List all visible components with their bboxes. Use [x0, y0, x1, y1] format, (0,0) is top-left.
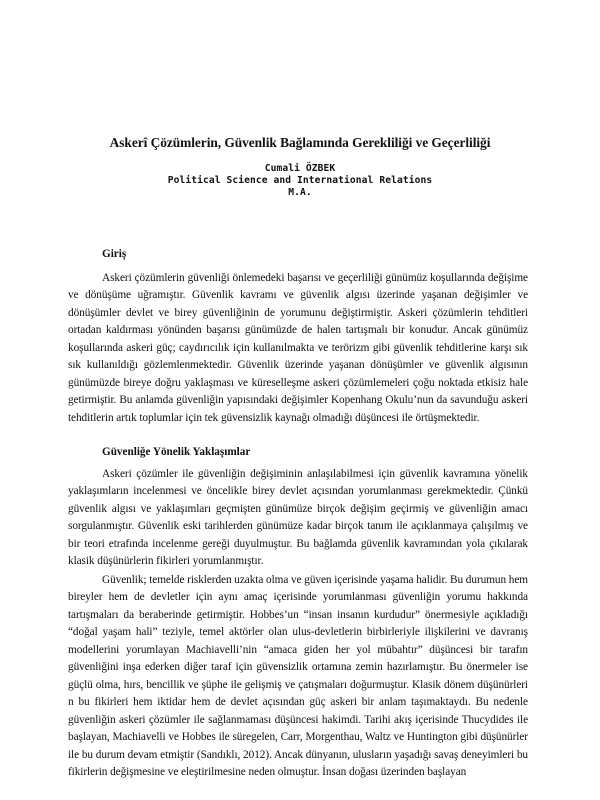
paragraph-intro: Askeri çözümlerin güvenliği önlemedeki başarısı ve geçerliliği günümüz koşullarında değişime ve dönüşüme uğramıştır. Güvenlik kavramı ve güvenlik algısı üzerinde yaşanan değişimler ve dönüşümler devlet ve birey güvenliğinin de yorumunu değiştirmiştir. Askeri çözümlerin tehditleri ortadan kaldırması yönünden başarısı günümüzde de halen tartışmalı bir konudur. Ancak günümüz koşullarında askeri güç; caydırıcılık için kullanılmakta ve terörizm gibi güvenlik tehditlerine karşı sık sık kullanıldığı gözlemlenmektedir. Güvenlik üzerinde yaşanan dönüşümler ve güvenlik algısının günümüzde bireye doğru yaklaşması ve küreselleşme askeri çözümlemeleri çoğu noktada etkisiz hale getirmiştir. Bu anlamda güvenliğin yapısındaki değişimler Kopenhang Okulu’nun da savunduğu askeri tehditlerin artık toplumlar için tek güvensizlik kaynağı olmadığı düşüncesi ile örtüşmektedir.	[68, 272, 528, 424]
paragraph-approaches-2: Güvenlik; temelde risklerden uzakta olma ve güven içerisinde yaşama halidir. Bu durumun hem bireyler hem de devletler için aynı amaç içerisinde yorumlanması güvenliğin yorumu hakkında tartışmaları da beraberinde getirmiştir. Hobbes’un “insan insanın kurdudur” önermesiyle açıkladığı “doğal yaşam hali” teziyle, temel aktörler olan ulus-devletlerin birbirleriyle ilişkilerini ve davranış modellerini yorumlayan Machiavelli’nin “amaca giden her yol mübahtır” düşüncesi bir tarafın güvenliğini inşa ederken diğer taraf için güvensizlik ortamına zemin hazırlamıştır. Bu önermeler ise güçlü olma, hırs, bencillik ve şüphe ile gelişmiş ve çatışmaları doğurmuştur. Klasik dönem düşünürleri n bu fikirleri hem iktidar hem de devlet açısından güç askeri bir anlam taşımaktaydı. Bu nedenle güvenliğin askeri çözümler ile sağlanmaması düşüncesi hakimdi. Tarihi akış içerisinde Thucydides ile başlayan, Machiavelli ve Hobbes ile süregelen, Carr, Morgenthau, Waltz ve Huntington gibi düşünürler ile bu durum devam etmiştir (Sandıklı, 2012). Ancak dünyanın, ulusların yaşadığı savaş deneyimleri bu fikirlerin değişmesine ve eleştirilmesine neden olmuştur. İnsan doğası üzerinden başlayan	[68, 574, 528, 778]
section-heading-approaches: Güvenliğe Yönelik Yaklaşımlar	[102, 446, 251, 458]
section-heading-intro: Giriş	[102, 248, 127, 260]
paragraph-approaches-1: Askeri çözümler ile güvenliğin değişiminin anlaşılabilmesi için güvenlik kavramına yönelik yaklaşımların incelenmesi ve öncelikle birey devlet açısından yorumlanması gerekmektedir. Çünkü güvenlik algısı ve yaklaşımları geçmişten günümüze birçok değişim geçirmiş ve güvenliğin amacı sorgulanmıştır. Güvenlik eski tarihlerden günümüze kadar birçok tanım ile açıklanmaya çalışılmış ve bir teori etrafında incelenme gereği duyulmuştur. Bu bağlamda güvenlik kavramından yola çıkılarak klasik düşünürlerin fikirleri yorumlanmıştır.	[68, 468, 528, 568]
author-block	[100, 163, 500, 200]
author-degree: M.A.	[288, 187, 312, 199]
author-name: Cumali ÖZBEK	[264, 163, 336, 174]
author-department: Political Science and International Relations	[167, 175, 433, 187]
document-title: Askerî Çözümlerin, Güvenlik Bağlamında Gerekliliği ve Geçerliliği	[109, 135, 491, 150]
